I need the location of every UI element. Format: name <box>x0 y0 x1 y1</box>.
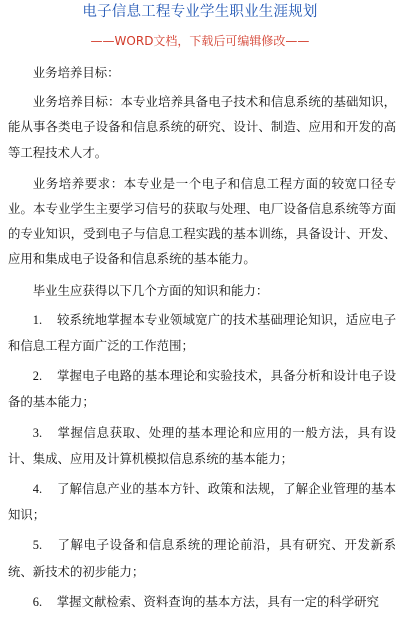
list-item <box>8 307 396 358</box>
list-item-text: 掌握文献检索、资料查询的基本方法，具有一定的科学研究 <box>56 593 379 609</box>
section-heading: 业务培养目标： <box>32 65 120 80</box>
document-title: 电子信息工程专业学生职业生涯规划 <box>82 4 318 20</box>
list-item <box>8 420 396 471</box>
list-item-number: 4. <box>32 482 43 497</box>
list-item-number: 3. <box>32 425 43 440</box>
list-item-number: 5. <box>32 538 43 553</box>
list-item <box>8 476 396 527</box>
document-subtitle: ——WORD文档，下载后可编辑修改—— <box>90 34 310 48</box>
paragraph-training-requirements: 业务培养要求：本专业是一个电子和信息工程方面的较宽口径专业。本专业学生主要学习信号的获取与处理、电厂设备信息系统等方面的专业知识，受到电子与信息工程实践的基本训练，具备设计、开发、应用和集成电子设备和信息系统的基本能力。 <box>8 175 396 267</box>
list-item-text: 了解电子设备和信息系统的理论前沿，具有研究、开发新系统、新技术的初步能力； <box>8 537 396 579</box>
paragraph-graduate-abilities: 毕业生应获得以下几个方面的知识和能力： <box>32 282 269 298</box>
document-body <box>8 60 396 620</box>
paragraph-training-goal: 业务培养目标：本专业培养具备电子技术和信息系统的基础知识，能从事各类电子设备和信息系统的研究、设计、制造、应用和开发的高等工程技术人才。 <box>8 94 396 160</box>
list-item <box>8 363 396 414</box>
list-item <box>8 589 396 615</box>
list-item <box>8 532 396 583</box>
list-item-text: 较系统地掌握本专业领域宽广的技术基础理论知识，适应电子和信息工程方面广泛的工作范围； <box>8 311 396 354</box>
list-item-number: 1. <box>32 312 43 327</box>
list-item-text: 掌握信息获取、处理的基本理论和应用的一般方法，具有设计、集成、应用及计算机模拟信息系统的基本能力； <box>8 424 396 466</box>
list-item-text: 掌握电子电路的基本理论和实验技术，具备分析和设计电子设备的基本能力； <box>8 368 396 410</box>
list-item-number: 6. <box>32 594 43 609</box>
list-item-number: 2. <box>32 369 43 384</box>
list-item-text: 了解信息产业的基本方针、政策和法规，了解企业管理的基本知识； <box>8 481 396 523</box>
